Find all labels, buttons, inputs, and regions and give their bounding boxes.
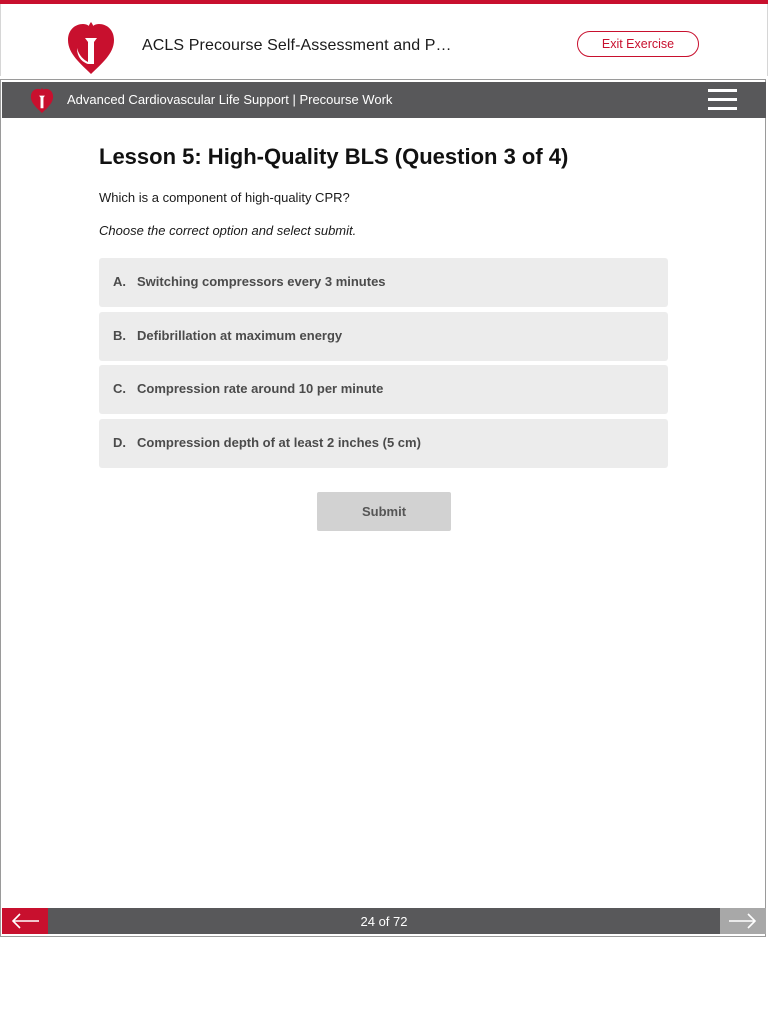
- course-title: Advanced Cardiovascular Life Support | Precourse Work: [67, 92, 393, 107]
- heart-torch-logo-icon: [65, 18, 117, 76]
- instruction-text: Choose the correct option and select submit.: [99, 223, 357, 238]
- option-letter: B.: [113, 328, 126, 343]
- lesson-title: Lesson 5: High-Quality BLS (Question 3 of 4): [99, 144, 569, 169]
- hamburger-menu-icon[interactable]: [708, 89, 738, 111]
- option-text: Defibrillation at maximum energy: [137, 328, 343, 343]
- answer-option-c[interactable]: [99, 365, 668, 414]
- option-text: Compression depth of at least 2 inches (5 cm): [137, 435, 421, 450]
- course-bar: [2, 82, 766, 118]
- arrow-right-icon: [720, 908, 766, 934]
- next-page-button[interactable]: [720, 908, 766, 934]
- answer-option-b[interactable]: [99, 312, 668, 361]
- exit-exercise-button[interactable]: Exit Exercise: [577, 31, 699, 57]
- question-text: Which is a component of high-quality CPR?: [99, 190, 350, 205]
- option-letter: C.: [113, 381, 126, 396]
- answer-option-d[interactable]: [99, 419, 668, 468]
- option-letter: A.: [113, 274, 126, 289]
- option-text: Compression rate around 10 per minute: [137, 381, 384, 396]
- option-text: Switching compressors every 3 minutes: [137, 274, 386, 289]
- app-title: ACLS Precourse Self-Assessment and P…: [142, 37, 452, 54]
- page-counter: 24 of 72: [360, 914, 408, 929]
- heart-torch-logo-icon: [29, 86, 55, 114]
- option-letter: D.: [113, 435, 126, 450]
- footer-bar: [2, 908, 766, 934]
- submit-button[interactable]: Submit: [317, 492, 451, 531]
- app-header: [0, 4, 768, 76]
- answer-option-a[interactable]: [99, 258, 668, 307]
